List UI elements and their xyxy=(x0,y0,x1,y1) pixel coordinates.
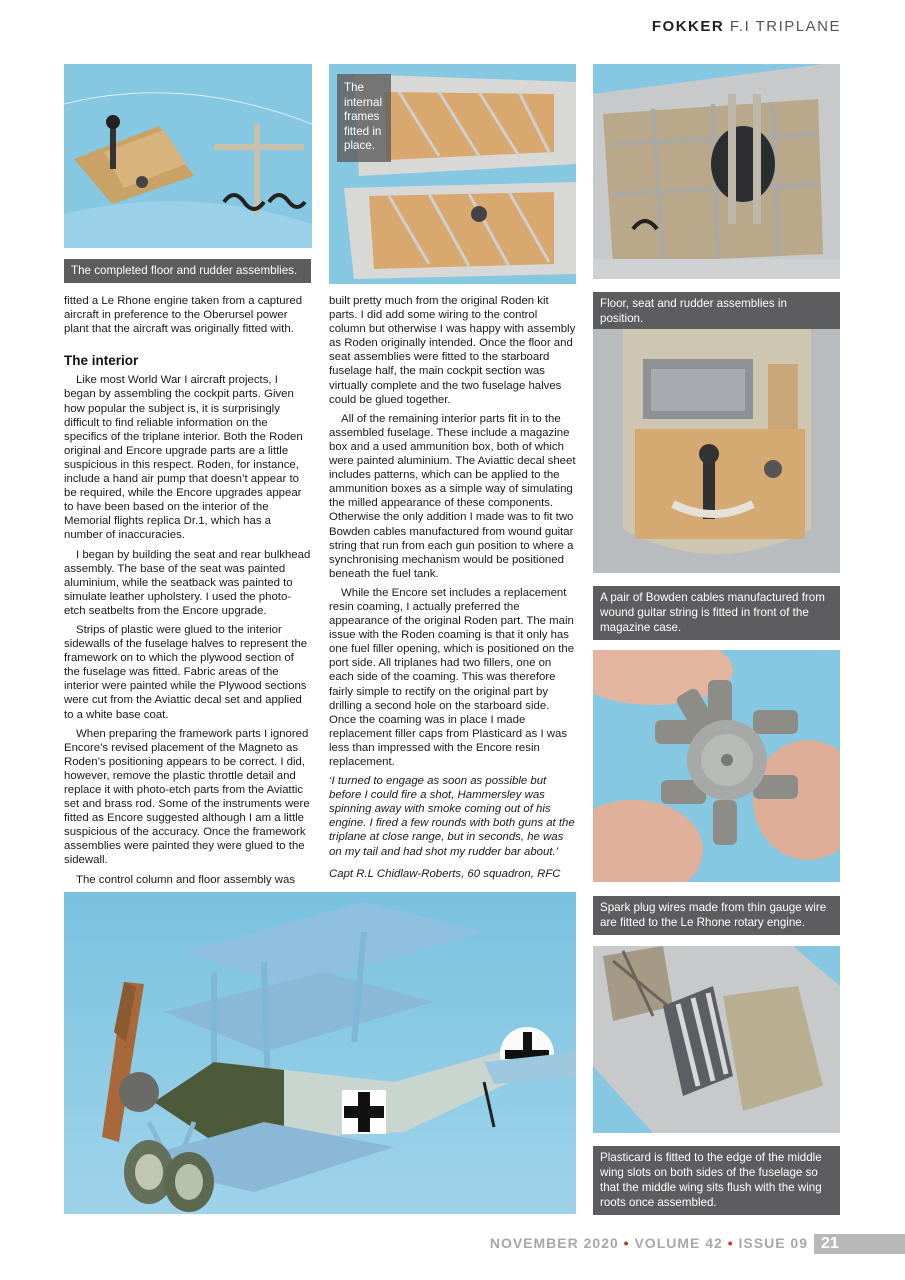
header-brand: FOKKER xyxy=(651,18,725,35)
pull-quote: ‘I turned to engage as soon as possible but before I could fire a shot, Hammersley was spinning away with smoke coming out of his engine. I fired a few rounds with both guns at the triplane at close range, but in seconds, he was on my tail and had shot my rudder bar about.’ xyxy=(329,775,575,858)
section-heading-interior: The interior xyxy=(64,353,139,369)
page-number: 21 xyxy=(814,1234,905,1254)
paragraph: When preparing the framework parts I ignored Encore’s revised placement of the Magneto as Roden’s positioning appears to be correct. I did, however, remove the plastic throttle detail and replace it with photo-etch parts from the Aviattic set and brass rod. Some of the instruments were fitted as Encore suggested although I am a little suspicious of the accuracy. Once the framework assemblies were painted they were glued to the sidewall. xyxy=(64,727,310,867)
paragraph: Strips of plastic were glued to the interior sidewalls of the fuselage halves to represent the framework on to which the plywood section of the fuselage was fitted. Fabric areas of the interior were painted while the Plywood sections were cut from the Aviattic decal set and applied to a white base coat. xyxy=(64,623,308,721)
photo-bowden-cockpit xyxy=(593,329,840,573)
caption-plasticard: Plasticard is fitted to the edge of the middle wing slots on both sides of the fuselage so that the middle wing sits flush with the wing roots once assembled. xyxy=(593,1146,840,1215)
photo-floor-rudder xyxy=(64,64,312,248)
caption-seat-position: Floor, seat and rudder assemblies in position. xyxy=(593,292,840,331)
photo-seat-position xyxy=(593,64,840,279)
photo-rotary-engine xyxy=(593,650,840,882)
photo-finished-triplane xyxy=(64,892,576,1214)
article-column-1 xyxy=(64,294,312,892)
footer-separator: • xyxy=(727,1235,734,1251)
quote-attribution: Capt R.L Chidlaw-Roberts, 60 squadron, RFC xyxy=(329,867,561,880)
page-footer xyxy=(0,1234,905,1254)
issue-info xyxy=(490,1235,808,1251)
caption-bowden-cables: A pair of Bowden cables manufactured from wound guitar string is fitted in front of the magazine case. xyxy=(593,586,840,640)
article-column-2 xyxy=(329,294,576,886)
paragraph: The control column and floor assembly was xyxy=(76,873,296,886)
footer-issue: ISSUE 09 xyxy=(738,1235,808,1251)
paragraph: All of the remaining interior parts fit in to the assembled fuselage. These include a magazine box and a used ammunition box, both of which were painted aluminium. The Aviattic decal sheet includes patterns, which can be applied to the ammunition boxes as a simple way of simulating the milled appearance of these components. Otherwise the only addition I made was to fit two Bowden cables manufactured from wound guitar string that run from each gun position to where a synchronising mechanism would be positioned beneath the fuel tank. xyxy=(329,412,576,580)
paragraph: Like most World War I aircraft projects, I began by assembling the cockpit parts. Given how popular the subject is, it is surprisingly difficult to find reliable information on the specifics of the triplane interior. Both the Roden original and Encore upgrade parts are a little suspicious in this respect. Roden, for instance, include a hand air pump that doesn’t appear to be required, while the Encore upgrades appear to have been based on the interior of the Memorial flights replica Dr.1, which has a number of inaccuracies. xyxy=(64,374,303,542)
running-header xyxy=(652,18,841,35)
footer-month-year: NOVEMBER 2020 xyxy=(489,1235,619,1251)
paragraph-intro: fitted a Le Rhone engine taken from a captured aircraft in preference to the Oberursel power plant that the aircraft was originally fitted with. xyxy=(64,295,303,336)
photo-plasticard xyxy=(593,946,840,1133)
caption-floor-rudder: The completed floor and rudder assemblies. xyxy=(64,259,311,283)
paragraph: built pretty much from the original Roden kit parts. I did add some wiring to the control column but otherwise I was happy with assembly as Roden originally intended. Once the floor and seat assemblies were fitted to the starboard fuselage half, the main cockpit section was virtually complete and the two fuselage halves could be glued together. xyxy=(329,295,576,406)
caption-internal-frames: The internal frames fitted in place. xyxy=(337,74,391,162)
footer-volume: VOLUME 42 xyxy=(634,1235,723,1251)
caption-spark-plug: Spark plug wires made from thin gauge wire are fitted to the Le Rhone rotary engine. xyxy=(593,896,840,935)
paragraph: I began by building the seat and rear bulkhead assembly. The base of the seat was painted aluminium, while the seatback was painted to simulate leather upholstery. I used the photo-etch seatbelts from the Encore upgrade. xyxy=(64,548,311,617)
footer-separator: • xyxy=(623,1235,630,1251)
paragraph: While the Encore set includes a replacement resin coaming, I actually preferred the appearance of the original Roden part. The main issue with the Roden coaming is that it only has one fuel filler opening, which is positioned on the port side. All triplanes had two fillers, one on each side of the coaming. This was therefore fairly simple to rectify on the original part by drilling a second hole on the starboard side. Once the coaming was in place I made replacement filler caps from Plasticard as I was less than impressed with the Encore resin replacement. xyxy=(329,586,575,768)
header-title: F.I TRIPLANE xyxy=(729,18,841,35)
